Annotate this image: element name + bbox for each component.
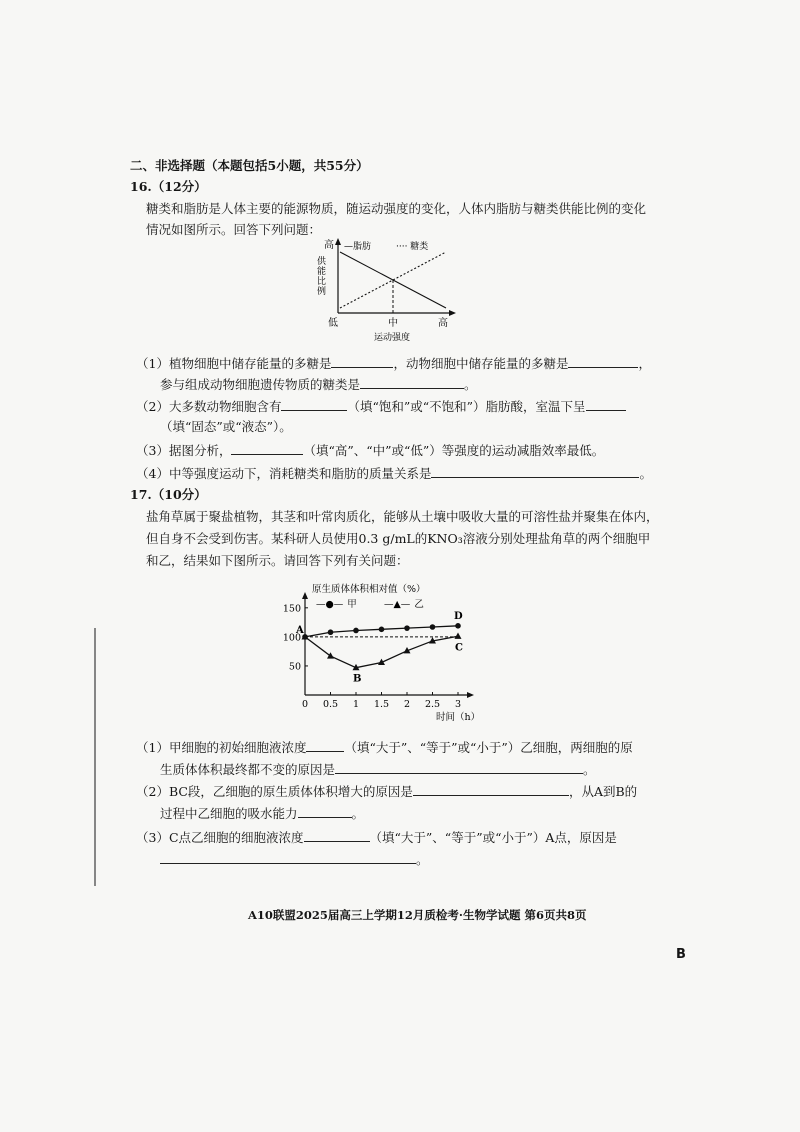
- q17-p1-blank2[interactable]: [335, 761, 583, 774]
- q16-p3-text-b: （填“高”、“中”或“低”）等强度的运动减脂效率最低。: [303, 443, 605, 458]
- chart2-x-tick-label: 0: [301, 699, 309, 710]
- chart2-point-label-a: A: [296, 624, 304, 636]
- chart2-legend-yi: —▲— 乙: [384, 599, 424, 610]
- chart2-y-tick-label: 50: [288, 661, 301, 673]
- q16-part2-line1: [136, 398, 626, 415]
- chart2-title: 原生质体体积相对值（%）: [312, 584, 426, 595]
- chart2-x-tick-label: 2.5: [424, 699, 441, 710]
- chart1-x-tick-high: 高: [438, 318, 448, 329]
- page-footer: A10联盟2025届高三上学期12月质检考·生物学试题 第6页共8页: [248, 908, 587, 922]
- q16-part2-line2: （填“固态”或“液态”）。: [160, 419, 292, 434]
- q17-p2-blank1[interactable]: [413, 783, 569, 796]
- q16-p4-text-b: 。: [639, 466, 652, 481]
- q16-p4-text-a: （4）中等强度运动下，消耗糖类和脂肪的质量关系是: [136, 466, 432, 481]
- q16-p2-blank1[interactable]: [281, 398, 347, 411]
- chart2-y-tick-label: 150: [282, 603, 301, 615]
- q17-p2-blank2[interactable]: [298, 805, 352, 818]
- chart2-point-label-d: D: [454, 610, 463, 622]
- chart2-x-tick-label: 1: [352, 699, 360, 710]
- chart2-legend-jia: —●— 甲: [316, 599, 357, 610]
- q17-part1-line1: [136, 739, 633, 756]
- q17-p2-text-a: （2）BC段，乙细胞的原生质体体积增大的原因是: [136, 784, 413, 799]
- q17-p2-text-b: ，从A到B的: [568, 784, 638, 799]
- q17-p3-blank2[interactable]: [160, 851, 416, 864]
- q16-part1-line2: [160, 376, 477, 393]
- q16-stem-line1: 糖类和脂肪是人体主要的能源物质，随运动强度的变化，人体内脂肪与糖类供能比例的变化: [146, 201, 647, 216]
- chart2-x-tick-label: 1.5: [373, 699, 390, 710]
- chart2-point-label-b: B: [353, 673, 362, 685]
- q16-p1-blank1[interactable]: [331, 355, 393, 368]
- q17-p1-text-b: （填“大于”、“等于”或“小于”）乙细胞，两细胞的原: [344, 740, 633, 755]
- chart2-axes: [283, 592, 480, 723]
- corner-mark: B: [676, 947, 686, 962]
- q16-stem-line2: 情况如图所示。回答下列问题：: [146, 222, 322, 237]
- q17-p1-text-c: 生质体体积最终都不变的原因是: [160, 762, 336, 777]
- chart2-point-yi: [327, 652, 334, 658]
- q17-p2-text-d: 。: [351, 806, 365, 821]
- chart1-x-tick-mid: 中: [388, 318, 398, 329]
- q17-stem-line2: 但自身不会受到伤害。某科研人员使用0.3 g/mL的KNO₃溶液分别处理盐角草的两个细胞甲: [146, 531, 651, 546]
- q17-number: 17.（10分）: [130, 487, 207, 502]
- section-title: 二、非选择题（本题包括5小题，共55分）: [130, 158, 369, 173]
- q16-p1-blank3[interactable]: [360, 376, 464, 389]
- q17-p2-text-c: 过程中乙细胞的吸水能力: [160, 806, 298, 821]
- q16-p2-text-b: （填“饱和”或“不饱和”）脂肪酸，室温下呈: [347, 399, 586, 414]
- chart2-x-tick-label: 2: [403, 699, 411, 710]
- q16-part1-line1: [136, 355, 651, 372]
- chart2-point-jia: [328, 629, 334, 635]
- q17-p3-text-a: （3）C点乙细胞的细胞液浓度: [136, 830, 304, 845]
- chart1-legend-sugar: ···· 糖类: [396, 242, 429, 252]
- chart2-point-jia: [455, 623, 461, 629]
- chart2-point-jia: [353, 628, 359, 634]
- chart1-y-axis-label: 供能比例: [315, 256, 325, 296]
- q17-p3-text-b: （填“大于”、“等于”或“小于”）A点，原因是: [369, 830, 617, 845]
- chart2-y-arrow: [302, 592, 308, 599]
- q16-part3: [136, 442, 604, 459]
- chart2-x-tick-label: 0.5: [322, 699, 339, 710]
- q17-part3-line1: [136, 829, 617, 846]
- q16-p2-text-a: （2）大多数动物细胞含有: [136, 399, 282, 414]
- q16-energy-chart: [300, 234, 470, 344]
- q17-stem-line3: 和乙，结果如下图所示。请回答下列有关问题：: [146, 553, 409, 568]
- chart2-point-jia: [379, 627, 385, 633]
- q16-p1-text-b: ，动物细胞中储存能量的多糖是: [393, 356, 569, 371]
- chart2-x-arrow: [467, 692, 474, 698]
- q17-p1-text-a: （1）甲细胞的初始细胞液浓度: [136, 740, 307, 755]
- q17-part2-line1: [136, 783, 637, 800]
- q16-p2-blank2[interactable]: [586, 398, 626, 411]
- q16-p1-text-e: 。: [464, 377, 477, 392]
- chart1-plot-area: [340, 252, 446, 313]
- q17-p3-text-c: 。: [416, 852, 429, 867]
- chart2-point-jia: [430, 624, 436, 630]
- q17-p1-blank1[interactable]: [306, 739, 344, 752]
- q16-p1-text-d: 参与组成动物细胞遗传物质的糖类是: [160, 377, 361, 392]
- q16-number: 16.（12分）: [130, 179, 207, 194]
- q16-p1-text-a: （1）植物细胞中储存能量的多糖是: [136, 356, 332, 371]
- q16-part4: [136, 465, 652, 482]
- chart2-point-yi: [455, 632, 462, 638]
- q17-p3-blank1[interactable]: [304, 829, 370, 842]
- chart2-point-jia: [404, 625, 410, 631]
- chart2-x-axis-label: 时间（h）: [436, 712, 481, 723]
- q16-p1-blank2[interactable]: [568, 355, 638, 368]
- chart1-legend-fat: —脂肪: [344, 242, 372, 252]
- chart1-x-tick-low: 低: [328, 318, 338, 329]
- q16-p3-text-a: （3）据图分析，: [136, 443, 232, 458]
- q16-p4-blank[interactable]: [431, 465, 639, 478]
- scan-margin-line: [94, 628, 96, 886]
- q16-p1-text-c: ，: [638, 356, 651, 371]
- chart1-x-axis-label: 运动强度: [374, 333, 411, 343]
- q17-protoplast-chart: [272, 574, 504, 726]
- chart2-x-tick-label: 3: [454, 699, 462, 710]
- q17-part3-line2: [160, 851, 429, 868]
- chart1-y-top-label: 高: [324, 240, 334, 251]
- q17-part2-line2: [160, 805, 364, 822]
- chart2-point-label-c: C: [455, 642, 463, 654]
- q16-p3-blank[interactable]: [231, 442, 303, 455]
- q17-part1-line2: [160, 761, 596, 778]
- q17-p1-text-d: 。: [583, 762, 596, 777]
- chart2-plot-area: [295, 611, 463, 685]
- chart2-y-tick-label: 100: [282, 632, 301, 644]
- q17-stem-line1: 盐角草属于聚盐植物，其茎和叶常肉质化，能够从土壤中吸收大量的可溶性盐并聚集在体内，: [146, 509, 659, 524]
